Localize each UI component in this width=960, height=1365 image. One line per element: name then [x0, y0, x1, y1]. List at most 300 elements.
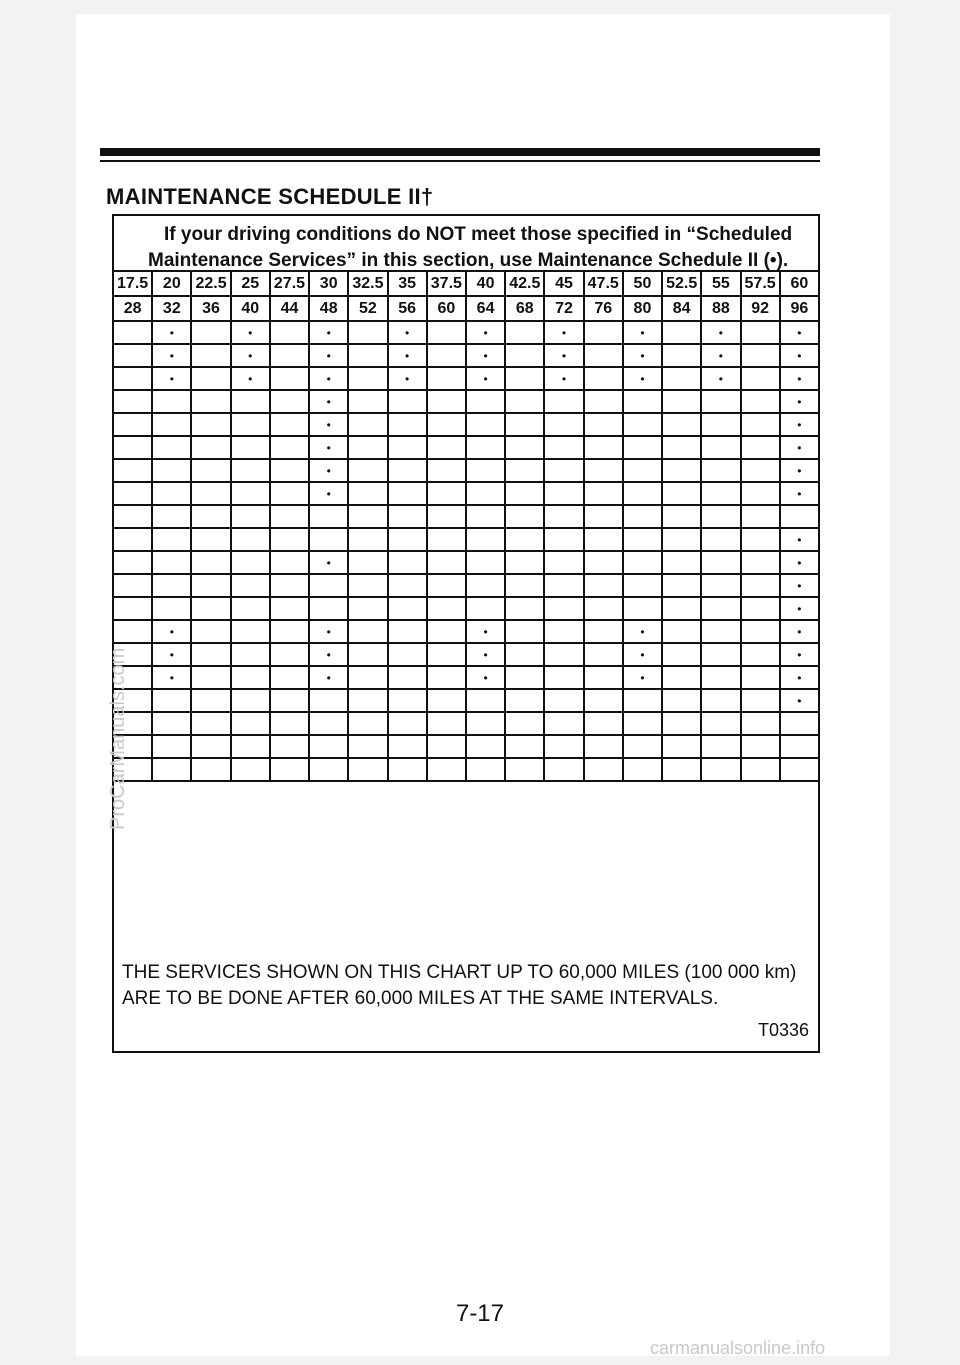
- schedule-cell: [309, 482, 348, 505]
- miles-header-row-cell: 22.5: [191, 271, 230, 296]
- schedule-cell: [309, 321, 348, 344]
- schedule-cell: [780, 321, 819, 344]
- service-row: [113, 413, 819, 436]
- schedule-cell: [388, 689, 427, 712]
- miles-header-row-cell: 27.5: [270, 271, 309, 296]
- schedule-cell: [701, 597, 740, 620]
- schedule-cell: [270, 344, 309, 367]
- schedule-cell: [231, 666, 270, 689]
- km-header-row-cell: 60: [427, 296, 466, 321]
- schedule-cell: [780, 344, 819, 367]
- schedule-cell: [623, 505, 662, 528]
- schedule-cell: [309, 436, 348, 459]
- schedule-cell: [505, 597, 544, 620]
- schedule-cell: [780, 528, 819, 551]
- service-dot: •: [797, 371, 802, 386]
- schedule-cell: [191, 413, 230, 436]
- miles-header-row-cell: 45: [544, 271, 583, 296]
- service-dot: •: [483, 325, 488, 340]
- intro-text: [118, 222, 818, 274]
- schedule-cell: [466, 321, 505, 344]
- schedule-cell: [466, 413, 505, 436]
- schedule-cell: [270, 390, 309, 413]
- schedule-cell: [662, 643, 701, 666]
- schedule-cell: [270, 482, 309, 505]
- schedule-cell: [584, 620, 623, 643]
- schedule-cell: [113, 390, 152, 413]
- schedule-cell: [466, 666, 505, 689]
- schedule-cell: [191, 482, 230, 505]
- schedule-cell: [466, 620, 505, 643]
- intro-line-1: If your driving conditions do NOT meet those specified in “Scheduled: [164, 224, 793, 245]
- schedule-cell: [701, 505, 740, 528]
- service-dot: •: [561, 325, 567, 340]
- service-dot: •: [640, 670, 645, 685]
- schedule-cell: [427, 413, 466, 436]
- schedule-cell: [388, 735, 427, 758]
- schedule-cell: [584, 597, 623, 620]
- schedule-cell: [741, 643, 780, 666]
- schedule-cell: [544, 367, 583, 390]
- service-dot: •: [797, 486, 802, 501]
- schedule-cell: [309, 390, 348, 413]
- schedule-cell: [152, 574, 191, 597]
- service-dot: •: [405, 348, 410, 363]
- schedule-cell: [113, 367, 152, 390]
- schedule-cell: [662, 574, 701, 597]
- schedule-cell: [741, 459, 780, 482]
- schedule-cell: [741, 574, 780, 597]
- schedule-cell: [741, 689, 780, 712]
- service-dot: •: [326, 417, 331, 432]
- schedule-cell: [662, 666, 701, 689]
- schedule-cell: [584, 735, 623, 758]
- schedule-cell: [780, 367, 819, 390]
- schedule-cell: [191, 436, 230, 459]
- schedule-cell: [466, 459, 505, 482]
- schedule-cell: [191, 551, 230, 574]
- schedule-cell: [741, 390, 780, 413]
- schedule-cell: [701, 551, 740, 574]
- service-row: [113, 505, 819, 528]
- schedule-cell: [741, 666, 780, 689]
- schedule-cell: [152, 735, 191, 758]
- km-header-row-cell: 80: [623, 296, 662, 321]
- schedule-cell: [544, 666, 583, 689]
- schedule-cell: [780, 758, 819, 781]
- schedule-cell: [231, 528, 270, 551]
- service-dot: •: [483, 647, 488, 662]
- schedule-cell: [388, 459, 427, 482]
- service-row: [113, 643, 819, 666]
- schedule-cell: [623, 482, 662, 505]
- schedule-cell: [231, 551, 270, 574]
- schedule-cell: [623, 390, 662, 413]
- service-dot: •: [718, 371, 723, 386]
- schedule-cell: [544, 459, 583, 482]
- schedule-cell: [701, 528, 740, 551]
- schedule-cell: [780, 620, 819, 643]
- schedule-cell: [309, 367, 348, 390]
- header-rule-thin: [100, 160, 820, 162]
- schedule-cell: [270, 528, 309, 551]
- service-dot: •: [483, 348, 488, 363]
- schedule-cell: [741, 528, 780, 551]
- service-dot: •: [483, 624, 488, 639]
- schedule-cell: [466, 367, 505, 390]
- schedule-cell: [466, 482, 505, 505]
- schedule-cell: [388, 528, 427, 551]
- schedule-cell: [780, 666, 819, 689]
- schedule-cell: [388, 367, 427, 390]
- schedule-cell: [701, 643, 740, 666]
- service-dot: •: [248, 348, 253, 363]
- schedule-cell: [348, 689, 387, 712]
- service-row: [113, 482, 819, 505]
- schedule-cell: [741, 367, 780, 390]
- service-dot: •: [718, 348, 723, 363]
- schedule-cell: [427, 459, 466, 482]
- schedule-cell: [505, 344, 544, 367]
- schedule-cell: [191, 459, 230, 482]
- schedule-cell: [584, 689, 623, 712]
- schedule-cell: [466, 551, 505, 574]
- schedule-cell: [388, 620, 427, 643]
- service-row: [113, 528, 819, 551]
- schedule-cell: [623, 666, 662, 689]
- schedule-cell: [348, 390, 387, 413]
- km-header-row-cell: 96: [780, 296, 819, 321]
- schedule-cell: [701, 367, 740, 390]
- schedule-cell: [427, 528, 466, 551]
- schedule-cell: [427, 712, 466, 735]
- km-header-row-cell: 52: [348, 296, 387, 321]
- service-dot: •: [326, 624, 331, 639]
- schedule-cell: [780, 689, 819, 712]
- footer-line-1: THE SERVICES SHOWN ON THIS CHART UP TO 60,000 MILES (100 000 km): [122, 962, 797, 983]
- schedule-cell: [662, 482, 701, 505]
- schedule-cell: [348, 528, 387, 551]
- schedule-cell: [505, 620, 544, 643]
- service-row: [113, 344, 819, 367]
- schedule-cell: [505, 505, 544, 528]
- schedule-cell: [623, 459, 662, 482]
- schedule-cell: [309, 689, 348, 712]
- schedule-cell: [388, 321, 427, 344]
- service-dot: •: [326, 555, 331, 570]
- schedule-cell: [505, 758, 544, 781]
- service-dot: •: [797, 578, 802, 593]
- schedule-cell: [544, 712, 583, 735]
- schedule-cell: [701, 459, 740, 482]
- schedule-cell: [388, 712, 427, 735]
- schedule-cell: [388, 574, 427, 597]
- schedule-cell: [662, 735, 701, 758]
- schedule-cell: [270, 758, 309, 781]
- schedule-cell: [309, 344, 348, 367]
- schedule-cell: [152, 390, 191, 413]
- schedule-cell: [152, 666, 191, 689]
- schedule-cell: [780, 574, 819, 597]
- schedule-cell: [544, 620, 583, 643]
- service-dot: •: [169, 624, 174, 639]
- schedule-cell: [584, 505, 623, 528]
- schedule-cell: [388, 551, 427, 574]
- schedule-cell: [584, 643, 623, 666]
- schedule-cell: [348, 551, 387, 574]
- schedule-cell: [741, 735, 780, 758]
- service-dot: •: [797, 440, 802, 455]
- schedule-cell: [231, 413, 270, 436]
- schedule-cell: [427, 620, 466, 643]
- service-dot: •: [797, 624, 802, 639]
- schedule-cell: [113, 482, 152, 505]
- service-row: [113, 459, 819, 482]
- schedule-cell: [544, 344, 583, 367]
- schedule-cell: [231, 597, 270, 620]
- schedule-cell: [623, 321, 662, 344]
- schedule-cell: [348, 735, 387, 758]
- schedule-cell: [544, 574, 583, 597]
- miles-header-row-cell: 57.5: [741, 271, 780, 296]
- service-dot: •: [640, 325, 645, 340]
- schedule-cell: [191, 735, 230, 758]
- schedule-cell: [348, 321, 387, 344]
- schedule-cell: [309, 735, 348, 758]
- schedule-cell: [270, 459, 309, 482]
- service-row: [113, 551, 819, 574]
- schedule-cell: [544, 482, 583, 505]
- service-dot: •: [169, 371, 174, 386]
- miles-header-row-cell: 60: [780, 271, 819, 296]
- schedule-cell: [309, 574, 348, 597]
- schedule-cell: [662, 413, 701, 436]
- schedule-cell: [348, 666, 387, 689]
- schedule-cell: [191, 321, 230, 344]
- schedule-cell: [309, 528, 348, 551]
- footer-line-2: ARE TO BE DONE AFTER 60,000 MILES AT THE SAME INTERVALS.: [122, 988, 719, 1009]
- schedule-cell: [113, 574, 152, 597]
- schedule-cell: [152, 321, 191, 344]
- schedule-cell: [623, 689, 662, 712]
- schedule-cell: [584, 482, 623, 505]
- service-dot: •: [483, 371, 488, 386]
- service-dot: •: [169, 325, 174, 340]
- schedule-cell: [191, 643, 230, 666]
- service-row: [113, 712, 819, 735]
- schedule-cell: [113, 620, 152, 643]
- schedule-cell: [505, 528, 544, 551]
- schedule-cell: [544, 551, 583, 574]
- schedule-cell: [348, 505, 387, 528]
- schedule-cell: [309, 459, 348, 482]
- schedule-cell: [427, 321, 466, 344]
- service-row: [113, 666, 819, 689]
- schedule-cell: [113, 597, 152, 620]
- service-dot: •: [797, 647, 802, 662]
- miles-header-row: [113, 271, 819, 296]
- schedule-cell: [231, 758, 270, 781]
- service-dot: •: [797, 601, 802, 616]
- service-dot: •: [718, 325, 723, 340]
- schedule-cell: [466, 436, 505, 459]
- schedule-cell: [270, 551, 309, 574]
- schedule-cell: [623, 758, 662, 781]
- schedule-cell: [309, 597, 348, 620]
- schedule-cell: [544, 689, 583, 712]
- schedule-cell: [662, 597, 701, 620]
- km-header-row-cell: 72: [544, 296, 583, 321]
- schedule-cell: [662, 551, 701, 574]
- schedule-cell: [466, 597, 505, 620]
- schedule-cell: [623, 413, 662, 436]
- schedule-cell: [780, 643, 819, 666]
- schedule-cell: [348, 482, 387, 505]
- schedule-cell: [466, 712, 505, 735]
- schedule-cell: [309, 620, 348, 643]
- schedule-cell: [152, 413, 191, 436]
- schedule-cell: [701, 344, 740, 367]
- schedule-cell: [701, 758, 740, 781]
- service-dot: •: [326, 670, 331, 685]
- km-header-row-cell: 68: [505, 296, 544, 321]
- service-dot: •: [797, 555, 802, 570]
- service-dot: •: [326, 394, 331, 409]
- schedule-cell: [701, 390, 740, 413]
- miles-header-row-cell: 17.5: [113, 271, 152, 296]
- service-row: [113, 597, 819, 620]
- schedule-cell: [231, 321, 270, 344]
- schedule-cell: [309, 712, 348, 735]
- schedule-cell: [505, 413, 544, 436]
- schedule-cell: [348, 574, 387, 597]
- schedule-cell: [741, 413, 780, 436]
- schedule-cell: [623, 367, 662, 390]
- schedule-cell: [544, 321, 583, 344]
- schedule-cell: [427, 551, 466, 574]
- schedule-cell: [152, 344, 191, 367]
- schedule-cell: [584, 712, 623, 735]
- schedule-cell: [231, 735, 270, 758]
- schedule-cell: [191, 666, 230, 689]
- schedule-cell: [505, 321, 544, 344]
- schedule-cell: [466, 505, 505, 528]
- schedule-cell: [584, 666, 623, 689]
- schedule-cell: [466, 528, 505, 551]
- schedule-cell: [348, 344, 387, 367]
- schedule-cell: [152, 528, 191, 551]
- schedule-cell: [780, 482, 819, 505]
- schedule-cell: [191, 712, 230, 735]
- schedule-cell: [152, 643, 191, 666]
- schedule-cell: [662, 367, 701, 390]
- schedule-cell: [427, 344, 466, 367]
- schedule-cell: [544, 597, 583, 620]
- schedule-cell: [309, 413, 348, 436]
- service-row: [113, 735, 819, 758]
- schedule-cell: [662, 528, 701, 551]
- miles-header-row-cell: 30: [309, 271, 348, 296]
- schedule-cell: [701, 574, 740, 597]
- schedule-cell: [662, 321, 701, 344]
- schedule-cell: [113, 459, 152, 482]
- schedule-cell: [427, 390, 466, 413]
- schedule-cell: [662, 620, 701, 643]
- schedule-cell: [152, 551, 191, 574]
- schedule-cell: [741, 321, 780, 344]
- schedule-cell: [505, 367, 544, 390]
- schedule-cell: [623, 436, 662, 459]
- service-dot: •: [326, 371, 331, 386]
- schedule-cell: [544, 528, 583, 551]
- schedule-cell: [427, 666, 466, 689]
- schedule-cell: [231, 482, 270, 505]
- service-dot: •: [640, 371, 645, 386]
- schedule-cell: [270, 620, 309, 643]
- km-header-row-cell: 64: [466, 296, 505, 321]
- schedule-cell: [780, 551, 819, 574]
- schedule-cell: [427, 367, 466, 390]
- service-dot: •: [561, 348, 567, 363]
- service-dot: •: [248, 371, 253, 386]
- schedule-cell: [662, 758, 701, 781]
- schedule-cell: [348, 459, 387, 482]
- miles-header-row-cell: 35: [388, 271, 427, 296]
- schedule-cell: [623, 574, 662, 597]
- schedule-cell: [505, 666, 544, 689]
- table-code: T0336: [758, 1020, 810, 1040]
- service-dot: •: [797, 348, 802, 363]
- schedule-cell: [152, 620, 191, 643]
- schedule-cell: [623, 528, 662, 551]
- schedule-cell: [231, 505, 270, 528]
- km-header-row-cell: 76: [584, 296, 623, 321]
- service-row: [113, 574, 819, 597]
- schedule-cell: [388, 344, 427, 367]
- service-dot: •: [797, 394, 802, 409]
- schedule-cell: [780, 597, 819, 620]
- service-dot: •: [797, 670, 802, 685]
- schedule-cell: [113, 505, 152, 528]
- schedule-cell: [701, 482, 740, 505]
- service-dot: •: [640, 348, 645, 363]
- schedule-cell: [741, 551, 780, 574]
- schedule-cell: [623, 597, 662, 620]
- schedule-cell: [231, 344, 270, 367]
- schedule-cell: [191, 528, 230, 551]
- schedule-cell: [152, 689, 191, 712]
- schedule-cell: [505, 643, 544, 666]
- km-header-row-cell: 88: [701, 296, 740, 321]
- schedule-cell: [191, 505, 230, 528]
- schedule-cell: [701, 321, 740, 344]
- schedule-cell: [113, 344, 152, 367]
- schedule-cell: [505, 551, 544, 574]
- schedule-cell: [348, 712, 387, 735]
- schedule-cell: [741, 505, 780, 528]
- service-dot: •: [326, 463, 331, 478]
- service-dot: •: [326, 486, 331, 501]
- schedule-cell: [505, 689, 544, 712]
- miles-header-row-cell: 55: [701, 271, 740, 296]
- schedule-cell: [152, 597, 191, 620]
- schedule-cell: [270, 413, 309, 436]
- miles-header-row-cell: 20: [152, 271, 191, 296]
- page-title: MAINTENANCE SCHEDULE II†: [106, 184, 434, 209]
- km-header-row-cell: 44: [270, 296, 309, 321]
- service-dot: •: [797, 417, 802, 432]
- schedule-cell: [623, 344, 662, 367]
